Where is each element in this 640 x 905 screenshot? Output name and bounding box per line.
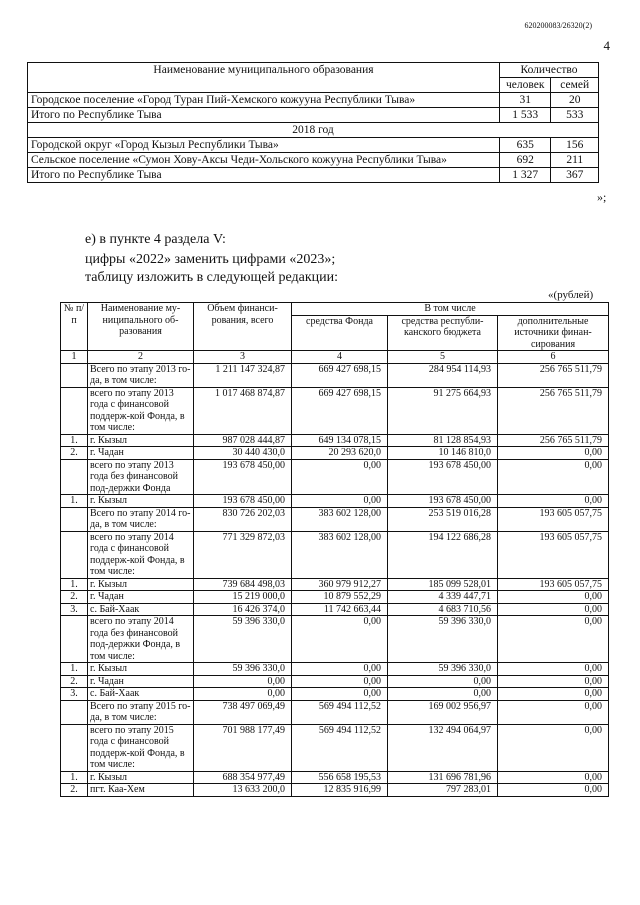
total-cell: 739 684 498,03 — [194, 578, 292, 591]
municipality-cell: всего по этапу 2013 года без финансовой под-держки Фонда — [88, 459, 194, 495]
budget-cell: 193 678 450,00 — [388, 495, 498, 508]
table-row — [61, 616, 609, 663]
financing-table-body — [61, 363, 609, 796]
municipality-cell: г. Чадан — [88, 447, 194, 460]
column-number: 3 — [194, 351, 292, 364]
budget-cell: 253 519 016,28 — [388, 507, 498, 531]
budget-cell: 797 283,01 — [388, 784, 498, 797]
total-cell: 1 211 147 324,87 — [194, 363, 292, 387]
year-heading: 2018 год — [28, 123, 599, 138]
total-cell: 16 426 374,0 — [194, 603, 292, 616]
fund-cell: 556 658 195,53 — [292, 771, 388, 784]
total-cell: 30 440 430,0 — [194, 447, 292, 460]
total-cell: 1 017 468 874,87 — [194, 387, 292, 434]
table-row — [28, 93, 599, 108]
budget-cell: 4 683 710,56 — [388, 603, 498, 616]
row-number-cell: 3. — [61, 603, 88, 616]
total-cell: 0,00 — [194, 675, 292, 688]
extra-cell: 256 765 511,79 — [498, 363, 609, 387]
extra-cell: 0,00 — [498, 495, 609, 508]
column-number: 1 — [61, 351, 88, 364]
extra-cell: 0,00 — [498, 591, 609, 604]
fund-cell: 383 602 128,00 — [292, 507, 388, 531]
budget-cell: 132 494 064,97 — [388, 724, 498, 771]
table-row — [28, 153, 599, 168]
fund-cell: 0,00 — [292, 616, 388, 663]
header-municipality: Наименование муниципального образования — [28, 63, 500, 93]
municipality-cell: Итого по Республике Тыва — [28, 168, 500, 183]
extra-cell: 0,00 — [498, 663, 609, 676]
fund-cell: 360 979 912,27 — [292, 578, 388, 591]
header-count: Количество — [499, 63, 598, 78]
families-cell: 20 — [551, 93, 599, 108]
table-row — [61, 459, 609, 495]
row-number-cell — [61, 363, 88, 387]
paragraph-table-intro: таблицу изложить в следующей редакции: — [85, 270, 339, 285]
extra-cell: 0,00 — [498, 688, 609, 701]
budget-cell: 194 122 686,28 — [388, 531, 498, 578]
extra-cell: 0,00 — [498, 784, 609, 797]
municipality-cell: с. Бай-Хаак — [88, 603, 194, 616]
municipality-cell: всего по этапу 2015 года с финансовой поддерж-кой Фонда, в том числе: — [88, 724, 194, 771]
budget-cell: 131 696 781,96 — [388, 771, 498, 784]
budget-cell: 10 146 810,0 — [388, 447, 498, 460]
row-number-cell — [61, 387, 88, 434]
row-number-cell: 1. — [61, 434, 88, 447]
row-number-cell — [61, 459, 88, 495]
total-cell: 13 633 200,0 — [194, 784, 292, 797]
table-header-row — [61, 303, 609, 316]
table-row — [61, 675, 609, 688]
header-people: человек — [499, 78, 551, 93]
row-number-cell: 3. — [61, 688, 88, 701]
header-total: Объем финанси-рования, всего — [194, 303, 292, 351]
row-number-cell: 2. — [61, 591, 88, 604]
table-row — [61, 603, 609, 616]
row-number-cell: 2. — [61, 675, 88, 688]
fund-cell: 669 427 698,15 — [292, 363, 388, 387]
municipality-cell: г. Кызыл — [88, 771, 194, 784]
total-cell: 830 726 202,03 — [194, 507, 292, 531]
header-budget: средства республи-канского бюджета — [388, 315, 498, 351]
budget-cell: 169 002 956,97 — [388, 700, 498, 724]
table-row — [61, 724, 609, 771]
table-header-row — [28, 63, 599, 78]
column-number: 5 — [388, 351, 498, 364]
extra-cell: 0,00 — [498, 724, 609, 771]
total-cell: 193 678 450,00 — [194, 459, 292, 495]
fund-cell: 0,00 — [292, 663, 388, 676]
column-number: 2 — [88, 351, 194, 364]
table-row — [28, 168, 599, 183]
budget-cell: 284 954 114,93 — [388, 363, 498, 387]
header-including: В том числе — [292, 303, 609, 316]
paragraph-replace: цифры «2022» заменить цифрами «2023»; — [85, 252, 336, 267]
fund-cell: 569 494 112,52 — [292, 724, 388, 771]
municipality-cell: пгт. Каа-Хем — [88, 784, 194, 797]
fund-cell: 12 835 916,99 — [292, 784, 388, 797]
extra-cell: 0,00 — [498, 459, 609, 495]
budget-cell: 59 396 330,0 — [388, 616, 498, 663]
people-cell: 635 — [499, 138, 551, 153]
extra-cell: 256 765 511,79 — [498, 387, 609, 434]
fund-cell: 0,00 — [292, 675, 388, 688]
fund-cell: 649 134 078,15 — [292, 434, 388, 447]
fund-cell: 0,00 — [292, 688, 388, 701]
extra-cell: 193 605 057,75 — [498, 507, 609, 531]
people-cell: 31 — [499, 93, 551, 108]
total-cell: 688 354 977,49 — [194, 771, 292, 784]
extra-cell: 193 605 057,75 — [498, 578, 609, 591]
table-row — [61, 771, 609, 784]
header-no: № п/п — [61, 303, 88, 351]
table-row — [61, 531, 609, 578]
fund-cell: 669 427 698,15 — [292, 387, 388, 434]
municipality-cell: Сельское поселение «Сумон Хову-Аксы Чеди-Хольского кожууна Республики Тыва» — [28, 153, 500, 168]
municipality-cell: с. Бай-Хаак — [88, 688, 194, 701]
paragraph-point: е) в пункте 4 раздела V: — [85, 232, 226, 247]
row-number-cell — [61, 724, 88, 771]
table-row — [28, 138, 599, 153]
fund-cell: 11 742 663,44 — [292, 603, 388, 616]
fund-cell: 0,00 — [292, 459, 388, 495]
unit-label: «(рублей) — [548, 289, 594, 301]
row-number-cell — [61, 700, 88, 724]
fund-cell: 20 293 620,0 — [292, 447, 388, 460]
table-row — [28, 123, 599, 138]
municipality-cell: Всего по этапу 2013 го-да, в том числе: — [88, 363, 194, 387]
budget-cell: 185 099 528,01 — [388, 578, 498, 591]
extra-cell: 0,00 — [498, 675, 609, 688]
total-cell: 193 678 450,00 — [194, 495, 292, 508]
total-cell: 59 396 330,0 — [194, 616, 292, 663]
fund-cell: 383 602 128,00 — [292, 531, 388, 578]
header-extra: дополнительные источники финан-сирования — [498, 315, 609, 351]
table-row — [61, 387, 609, 434]
municipality-cell: г. Кызыл — [88, 663, 194, 676]
people-cell: 1 533 — [499, 108, 551, 123]
families-cell: 367 — [551, 168, 599, 183]
row-number-cell: 2. — [61, 447, 88, 460]
page-number: 4 — [603, 38, 610, 53]
header-fund: средства Фонда — [292, 315, 388, 351]
row-number-cell — [61, 531, 88, 578]
municipality-cell: г. Кызыл — [88, 434, 194, 447]
municipality-cell: г. Чадан — [88, 675, 194, 688]
total-cell: 987 028 444,87 — [194, 434, 292, 447]
table-row — [61, 700, 609, 724]
population-table — [27, 62, 599, 183]
row-number-cell: 1. — [61, 663, 88, 676]
municipality-cell: г. Кызыл — [88, 578, 194, 591]
extra-cell: 256 765 511,79 — [498, 434, 609, 447]
municipality-cell: г. Чадан — [88, 591, 194, 604]
table-row — [61, 447, 609, 460]
extra-cell: 0,00 — [498, 700, 609, 724]
total-cell: 771 329 872,03 — [194, 531, 292, 578]
total-cell: 701 988 177,49 — [194, 724, 292, 771]
municipality-cell: Городское поселение «Город Туран Пий-Хемского кожууна Республики Тыва» — [28, 93, 500, 108]
budget-cell: 59 396 330,0 — [388, 663, 498, 676]
fund-cell: 0,00 — [292, 495, 388, 508]
extra-cell: 0,00 — [498, 771, 609, 784]
fund-cell: 569 494 112,52 — [292, 700, 388, 724]
municipality-cell: Итого по Республике Тыва — [28, 108, 500, 123]
budget-cell: 193 678 450,00 — [388, 459, 498, 495]
extra-cell: 0,00 — [498, 616, 609, 663]
municipality-cell: г. Кызыл — [88, 495, 194, 508]
budget-cell: 0,00 — [388, 688, 498, 701]
people-cell: 1 327 — [499, 168, 551, 183]
total-cell: 15 219 000,0 — [194, 591, 292, 604]
extra-cell: 0,00 — [498, 603, 609, 616]
budget-cell: 91 275 664,93 — [388, 387, 498, 434]
municipality-cell: Всего по этапу 2014 го-да, в том числе: — [88, 507, 194, 531]
municipality-cell: всего по этапу 2014 года с финансовой поддерж-кой Фонда, в том числе: — [88, 531, 194, 578]
municipality-cell: всего по этапу 2014 года без финансовой под-держки Фонда, в том числе: — [88, 616, 194, 663]
row-number-cell — [61, 616, 88, 663]
total-cell: 0,00 — [194, 688, 292, 701]
column-number: 4 — [292, 351, 388, 364]
families-cell: 211 — [551, 153, 599, 168]
table-row — [28, 108, 599, 123]
table-row — [61, 363, 609, 387]
header-families: семей — [551, 78, 599, 93]
column-number-row — [61, 351, 609, 364]
budget-cell: 4 339 447,71 — [388, 591, 498, 604]
row-number-cell: 2. — [61, 784, 88, 797]
families-cell: 156 — [551, 138, 599, 153]
extra-cell: 193 605 057,75 — [498, 531, 609, 578]
header-name: Наименование му-ниципального об-разования — [88, 303, 194, 351]
column-number: 6 — [498, 351, 609, 364]
municipality-cell: всего по этапу 2013 года с финансовой поддерж-кой Фонда, в том числе: — [88, 387, 194, 434]
row-number-cell: 1. — [61, 771, 88, 784]
municipality-cell: Всего по этапу 2015 го-да, в том числе: — [88, 700, 194, 724]
table-row — [61, 663, 609, 676]
row-number-cell: 1. — [61, 495, 88, 508]
closing-mark: »; — [597, 190, 607, 204]
row-number-cell: 1. — [61, 578, 88, 591]
families-cell: 533 — [551, 108, 599, 123]
extra-cell: 0,00 — [498, 447, 609, 460]
budget-cell: 0,00 — [388, 675, 498, 688]
total-cell: 738 497 069,49 — [194, 700, 292, 724]
total-cell: 59 396 330,0 — [194, 663, 292, 676]
table-row — [61, 507, 609, 531]
table-row — [61, 784, 609, 797]
row-number-cell — [61, 507, 88, 531]
table-row — [61, 434, 609, 447]
document-id: 620200083/26320(2) — [524, 21, 592, 30]
table-row — [61, 495, 609, 508]
table-row — [61, 688, 609, 701]
table-row — [61, 578, 609, 591]
financing-table — [60, 302, 609, 797]
fund-cell: 10 879 552,29 — [292, 591, 388, 604]
people-cell: 692 — [499, 153, 551, 168]
population-table-body — [28, 93, 599, 183]
table-row — [61, 591, 609, 604]
budget-cell: 81 128 854,93 — [388, 434, 498, 447]
municipality-cell: Городской округ «Город Кызыл Республики Тыва» — [28, 138, 500, 153]
